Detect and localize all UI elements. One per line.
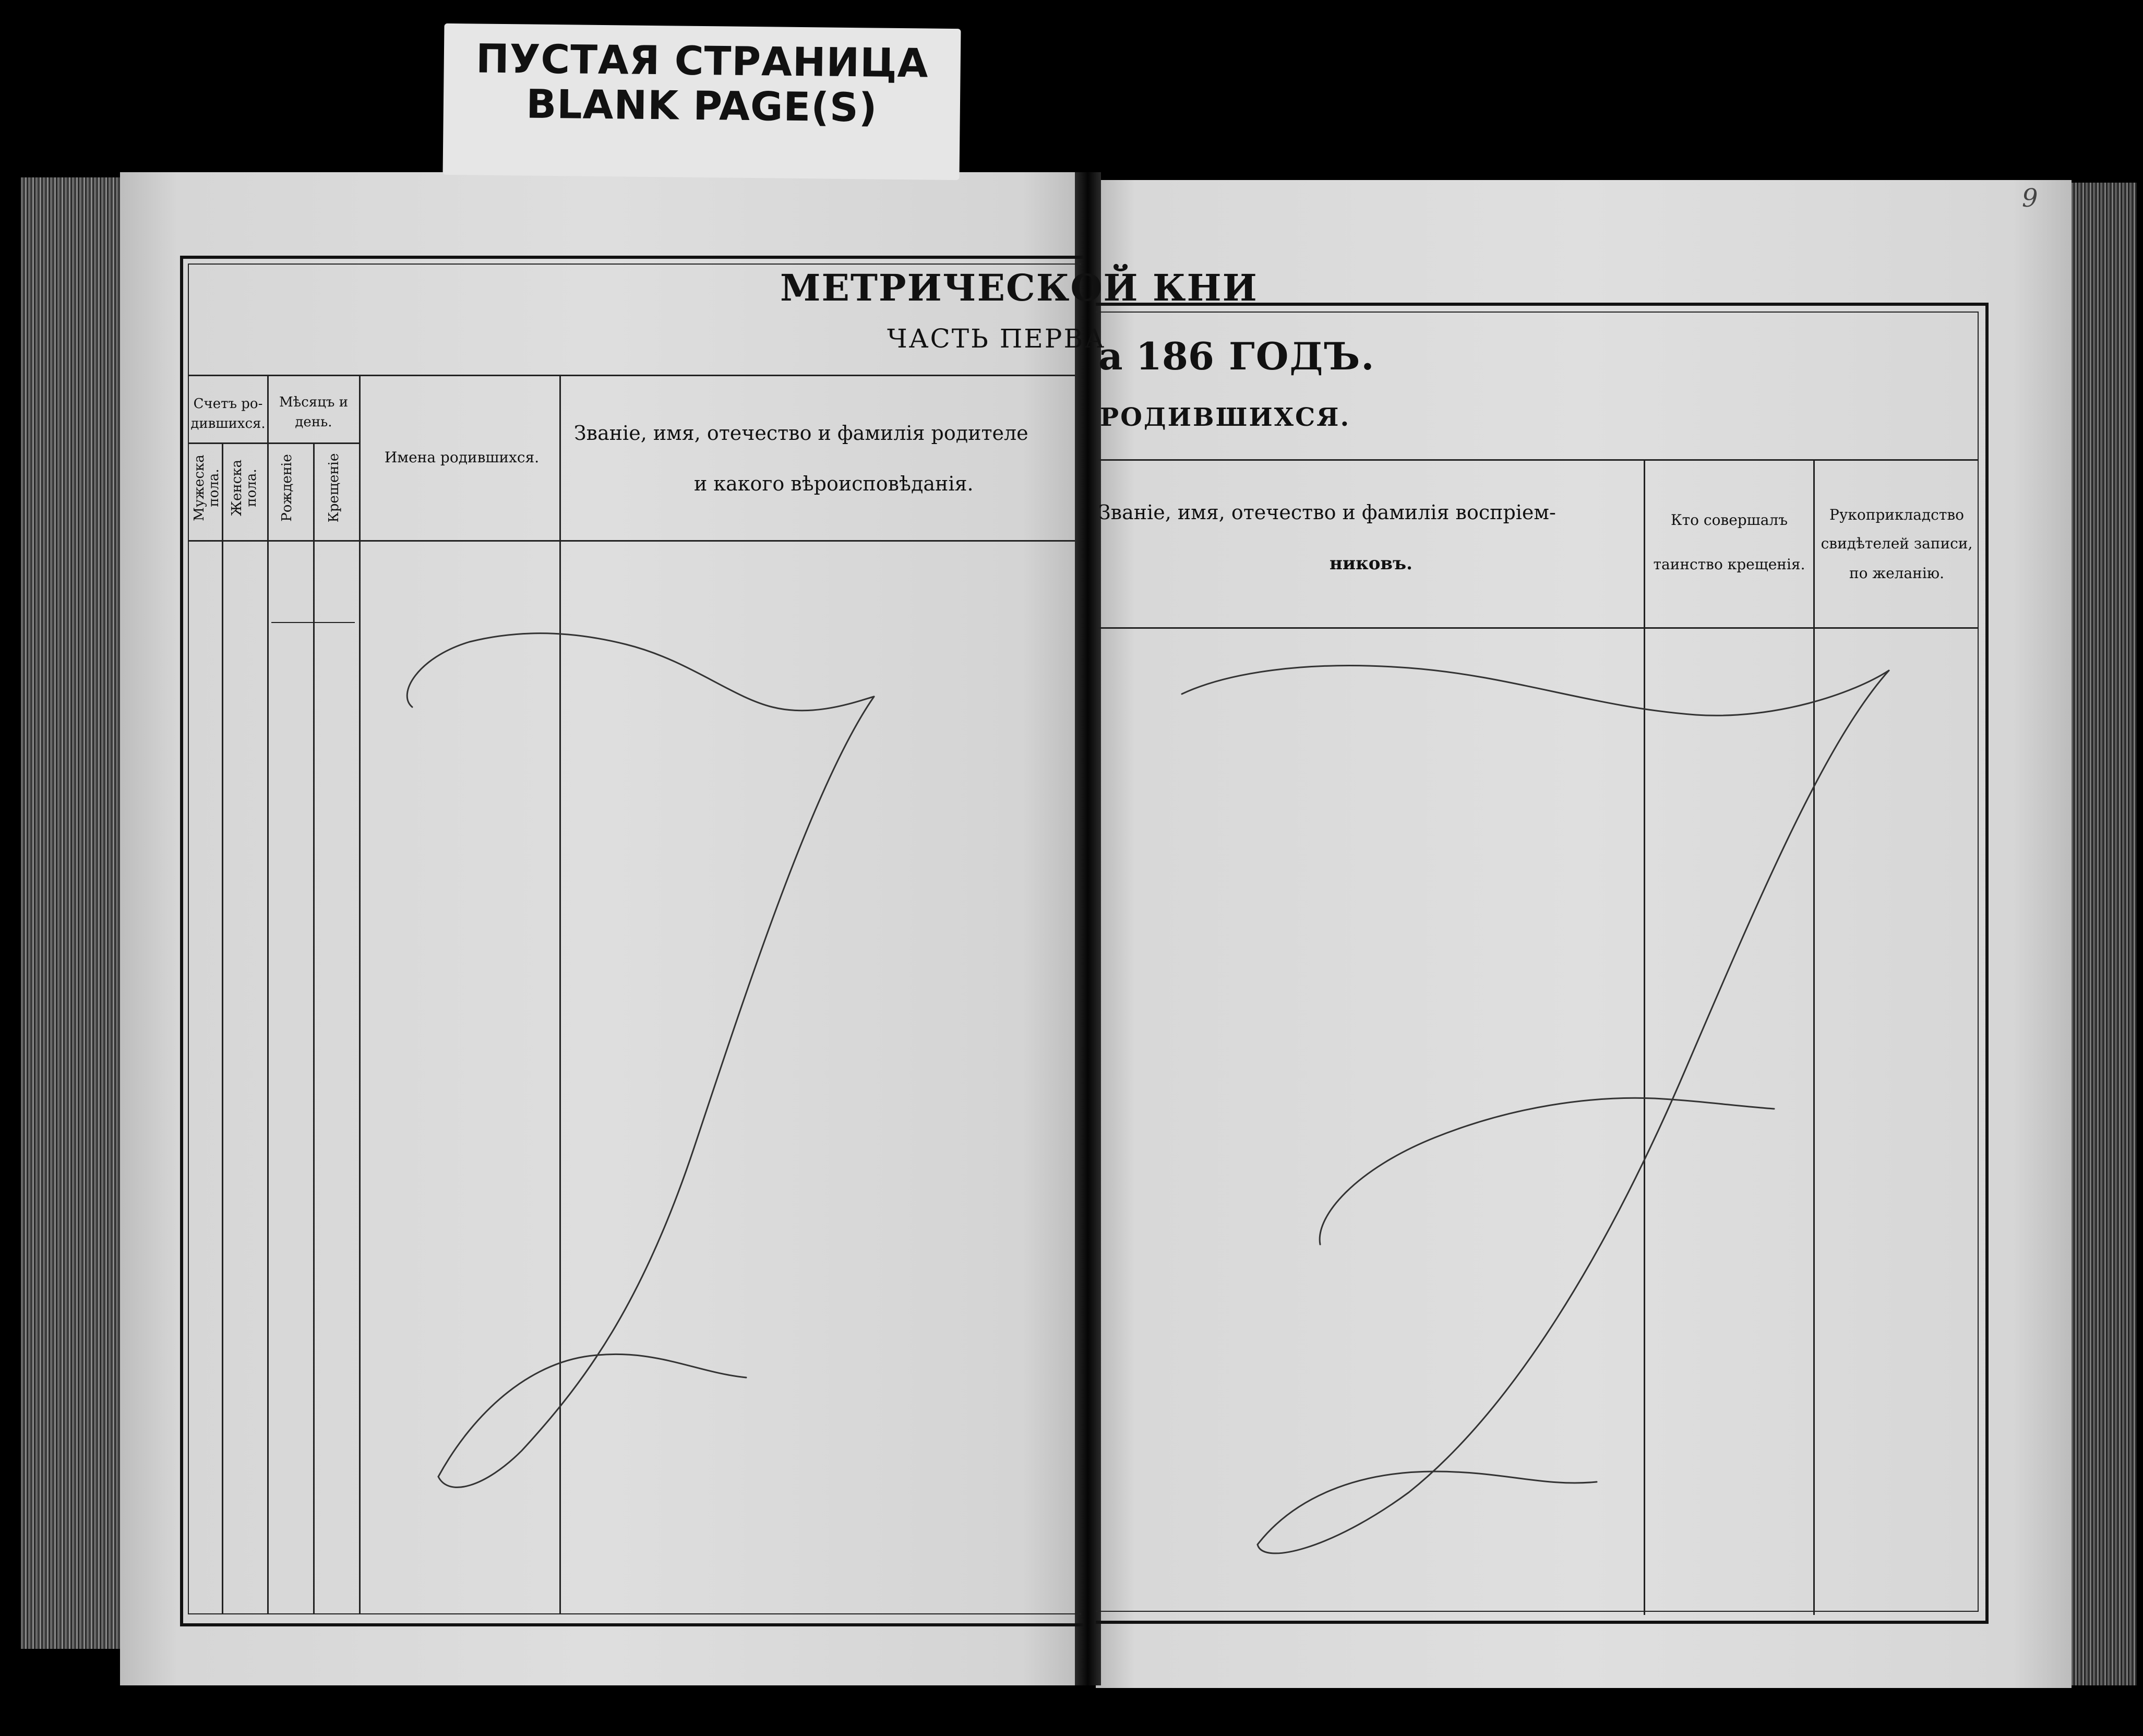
right-z-diagonal-stroke bbox=[1258, 671, 1889, 1553]
female-sex-header: Женска пола. bbox=[229, 459, 259, 517]
left-page-title: МЕТРИЧЕСКОЙ КНИ bbox=[780, 266, 1258, 309]
baptism-header: Крещеніе bbox=[326, 453, 342, 523]
right-z-top-stroke bbox=[1182, 666, 1889, 716]
year-prefix: а 186 bbox=[1098, 334, 1215, 378]
godparents-header-line1: Званіе, имя, отечество и фамилія воспріем- bbox=[1098, 501, 1556, 524]
witness-header-line1: Рукоприкладство bbox=[1829, 506, 1964, 523]
tag-line-russian: ПУСТАЯ СТРАНИЦА bbox=[475, 35, 929, 87]
right-z-bottom-stroke bbox=[1258, 1471, 1597, 1545]
left-z-diagonal-stroke bbox=[438, 697, 874, 1487]
priest-header-line2: таинство крещенія. bbox=[1653, 556, 1805, 573]
parents-header-line2: и какого вѣроисповѣданія. bbox=[694, 472, 974, 495]
godparents-header-line2: никовъ. bbox=[1330, 553, 1412, 574]
left-page-subtitle: ЧАСТЬ ПЕРВА bbox=[887, 324, 1106, 354]
tag-line-english: BLANK PAGE(S) bbox=[525, 80, 878, 131]
count-born-header: Счетъ ро- дившихся. bbox=[190, 396, 266, 432]
priest-header-line1: Кто совершалъ bbox=[1670, 511, 1788, 529]
year-title: ГОДЪ. bbox=[1229, 334, 1375, 378]
left-z-bottom-stroke bbox=[438, 1354, 746, 1477]
witness-header-line2: свидѣтелей записи, bbox=[1821, 535, 1973, 552]
witness-header-line3: по желанію. bbox=[1849, 565, 1945, 582]
names-born-header: Имена родившихся. bbox=[384, 449, 540, 466]
parents-header-line1: Званіе, имя, отечество и фамилія родителе bbox=[574, 422, 1028, 445]
born-subtitle: РОДИВШИХСЯ. bbox=[1100, 403, 1351, 432]
birth-header: Рожденіе bbox=[279, 454, 295, 522]
male-sex-header: Мужеска пола. bbox=[191, 454, 222, 521]
page-number: 9 bbox=[2022, 184, 2038, 213]
left-z-top-stroke bbox=[407, 633, 874, 711]
right-z-crossbar-stroke bbox=[1320, 1098, 1774, 1244]
month-day-header: Мѣсяцъ и день. bbox=[279, 394, 349, 430]
